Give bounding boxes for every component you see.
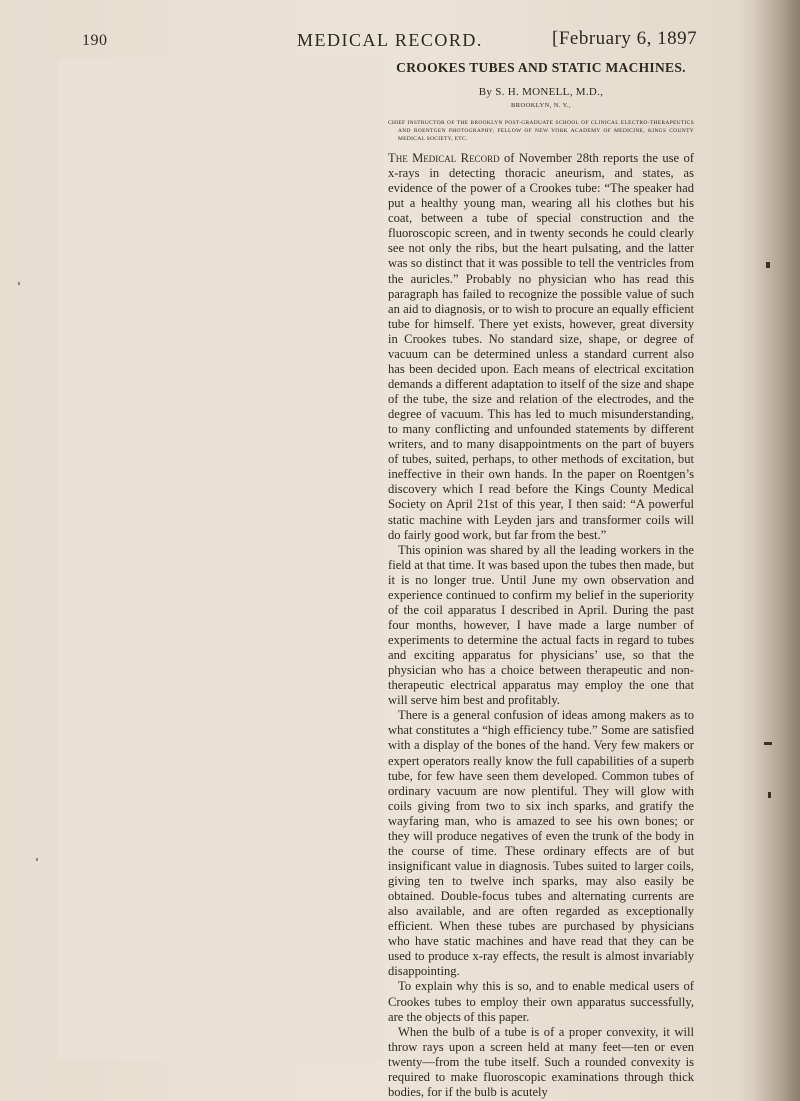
paragraph: To explain why this is so, and to enable medical users of Crookes tubes to employ their own apparatus successfully, are the objects of this paper. [388, 979, 694, 1024]
paragraph-text: of November 28th reports the use of x-rays in detecting thoracic aneurism, and states, as evidence of the power of a Crookes tube: “The speaker had put a healthy young man, wearing all his clothes but his coat, between a tube of special construction and the fluoroscopic screen, and in twenty seconds he could clearly see not only the ribs, but the heart pulsating, and the latter was so distinct that it was possible to tell the ventricles from the auricles.” Probably no physician who has read this paragraph has failed to recognize the possible value of such an aid to diagnosis, or to wish to procure an equally efficient tube for himself. There yet exists, however, great diversity in Crookes tubes. No standard size, shape, or degree of vacuum can be determined unless a standard current also has been decided upon. Each means of electrical excitation demands a different adaptation to itself of the size and shape of the tube, the size and relation of the electrodes, and the degree of vacuum. This has led to much misunderstanding, to many conflicting and unfounded statements by different writers, and to many disappointments on the part of buyers of tubes, suited, perhaps, to other methods of excitation, but ineffective in their own hands. In the paper on Roentgen’s discovery which I read before the Kings County Medical Society on April 21st of this year, I then said: “A powerful static machine with Leyden jars and transformer coils will do fairly good work, but far from the best.” [388, 151, 694, 542]
author-byline: By S. H. MONELL, M.D., [478, 86, 604, 98]
blank-margin-panel [58, 58, 383, 1060]
article-title: CROOKES TUBES AND STATIC MACHINES. [396, 60, 686, 75]
article [388, 60, 694, 1100]
running-head [82, 30, 702, 54]
article-body [388, 151, 694, 1100]
margin-speck [766, 262, 770, 268]
paragraph: When the bulb of a tube is of a proper convexity, it will throw rays upon a screen held at many feet—ten or even twenty—from the tube itself. Such a rounded convexity is required to make fluoroscopic examinations through thick bodies, for if the bulb is acutely [388, 1024, 694, 1099]
margin-speck [18, 282, 20, 285]
author-credentials: CHIEF INSTRUCTOR OF THE BROOKLYN POST-GRADUATE SCHOOL OF CLINICAL ELECTRO-THERAPEUTICS AND ROENTGEN PHOTOGRAPHY; FELLOW OF NEW YORK ACADEMY OF MEDICINE, KINGS COUNTY MEDICAL SOCIETY, ETC. [388, 120, 694, 142]
margin-speck [764, 742, 772, 745]
paragraph: This opinion was shared by all the leading workers in the field at that time. It was based upon the tubes then made, but it is no longer true. Until June my own observation and experience continued to confirm my belief in the superiority of the coil apparatus I described in April. During the past four months, however, I have made a large number of experiments to determine the actual facts in regard to tubes and exciting apparatus for physicians’ use, so that the physician who has a choice between therapeutic and non-therapeutic electrical apparatus may employ the one that will serve him best and profitably. [388, 542, 694, 708]
margin-speck [768, 792, 771, 798]
paragraph [388, 151, 694, 543]
journal-title: MEDICAL RECORD. [297, 30, 483, 50]
journal-reference: The Medical Record [388, 151, 500, 165]
gutter-shadow [754, 0, 800, 1101]
margin-speck [36, 858, 38, 861]
page-number: 190 [82, 32, 108, 49]
author-location: BROOKLYN, N. Y., [511, 102, 571, 109]
paragraph: There is a general confusion of ideas among makers as to what constitutes a “high efficiency tube.” Some are satisfied with a display of the bones of the hand. Very few makers or expert operators really know the full capabilities of a superb tube, for few have seen them developed. Common tubes of ordinary vacuum are now plentiful. They will glow with coils giving from two to six inch sparks, and gratify the wayfaring man, who is amazed to see his own bones; or they will produce negatives of even the trunk of the body in the course of time. These ordinary effects are of but insignificant value in diagnosis. Tubes suited to larger coils, giving ten to twelve inch sparks, may also easily be obtained. Double-focus tubes and alternating currents are also available, and are often regarded as exceptionally efficient. When these tubes are purchased by physicians who have static machines and have read that they can be used to produce x-ray effects, the result is almost invariably disappointing. [388, 708, 694, 979]
issue-date: [February 6, 1897 [552, 28, 698, 49]
